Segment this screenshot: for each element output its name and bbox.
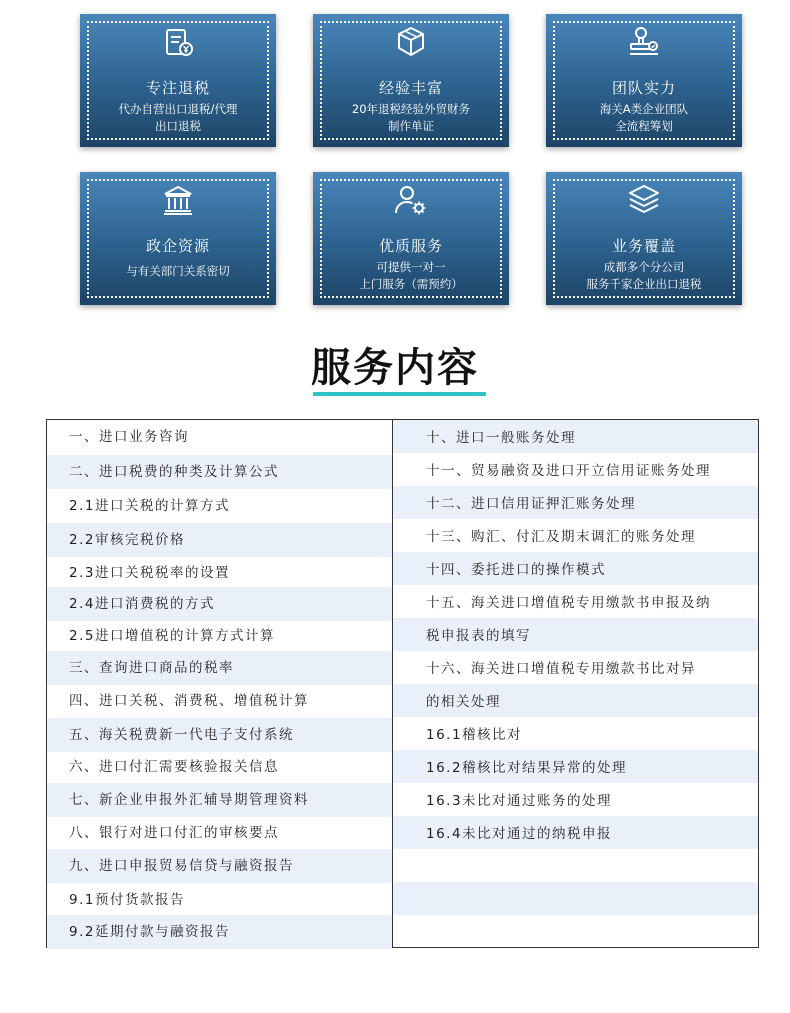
service-item: 16.4未比对通过的纳税申报 — [426, 826, 613, 842]
service-table-right-column — [393, 420, 758, 947]
service-item: 2.5进口增值税的计算方式计算 — [69, 628, 275, 644]
government-building-icon — [160, 182, 196, 218]
service-item: 16.2稽核比对结果异常的处理 — [426, 760, 628, 776]
section-title: 服务内容 — [311, 345, 479, 391]
service-item: 八、银行对进口付汇的审核要点 — [69, 825, 279, 841]
cube-box-icon — [393, 24, 429, 60]
feature-card-experience — [313, 14, 509, 147]
service-item: 9.1预付货款报告 — [69, 892, 185, 908]
service-item: 税申报表的填写 — [426, 628, 531, 644]
feature-card-coverage — [546, 172, 742, 305]
card-description: 与有关部门关系密切 — [126, 264, 230, 278]
service-item: 2.2审核完税价格 — [69, 532, 185, 548]
service-table-left-column — [47, 420, 393, 947]
service-item: 16.3未比对通过账务的处理 — [426, 793, 613, 809]
user-gear-icon — [393, 182, 429, 218]
service-item: 十二、进口信用证押汇账务处理 — [426, 496, 636, 512]
service-item: 六、进口付汇需要核验报关信息 — [69, 759, 279, 775]
card-title: 政企资源 — [145, 237, 210, 255]
service-item: 十一、贸易融资及进口开立信用证账务处理 — [426, 463, 711, 479]
card-title: 业务覆盖 — [611, 237, 676, 255]
service-item: 十四、委托进口的操作模式 — [426, 562, 606, 578]
feature-cards — [0, 0, 790, 320]
service-item: 2.3进口关税税率的设置 — [69, 565, 230, 581]
card-description: 成都多个分公司 服务千家企业出口退税 — [586, 260, 702, 291]
service-item: 一、进口业务咨询 — [69, 429, 189, 445]
card-title: 专注退税 — [145, 79, 210, 97]
service-item: 四、进口关税、消费税、增值税计算 — [69, 693, 309, 709]
service-item: 16.1稽核比对 — [426, 727, 523, 743]
service-item: 十六、海关进口增值税专用缴款书比对异 — [426, 661, 696, 677]
row-band — [393, 882, 758, 915]
stamp-icon — [626, 24, 662, 60]
feature-card-resources — [80, 172, 276, 305]
card-title: 经验丰富 — [378, 79, 443, 97]
card-title: 优质服务 — [378, 237, 443, 255]
service-item: 2.1进口关税的计算方式 — [69, 498, 230, 514]
service-item: 七、新企业申报外汇辅导期管理资料 — [69, 792, 309, 808]
service-item: 五、海关税费新一代电子支付系统 — [69, 727, 294, 743]
layers-icon — [626, 182, 662, 218]
feature-card-team — [546, 14, 742, 147]
service-table — [46, 419, 759, 948]
card-description: 海关A类企业团队 全流程筹划 — [599, 102, 689, 133]
receipt-yen-icon — [160, 24, 196, 60]
title-underline — [313, 392, 486, 396]
service-item: 十五、海关进口增值税专用缴款书申报及纳 — [426, 595, 711, 611]
service-item: 三、查询进口商品的税率 — [69, 660, 234, 676]
feature-card-focus — [80, 14, 276, 147]
service-item: 2.4进口消费税的方式 — [69, 596, 215, 612]
card-title: 团队实力 — [611, 79, 676, 97]
service-item: 9.2延期付款与融资报告 — [69, 924, 230, 940]
service-item: 二、进口税费的种类及计算公式 — [69, 464, 279, 480]
service-item: 十、进口一般账务处理 — [426, 430, 576, 446]
card-description: 20年退税经验外贸财务 制作单证 — [351, 102, 471, 133]
card-description: 可提供一对一 上门服务（需预约） — [359, 260, 463, 291]
service-item: 的相关处理 — [426, 694, 501, 710]
card-description: 代办自营出口退税/代理 出口退税 — [118, 102, 238, 133]
service-item: 九、进口申报贸易信贷与融资报告 — [69, 858, 294, 874]
service-item: 十三、购汇、付汇及期末调汇的账务处理 — [426, 529, 696, 545]
feature-card-service — [313, 172, 509, 305]
